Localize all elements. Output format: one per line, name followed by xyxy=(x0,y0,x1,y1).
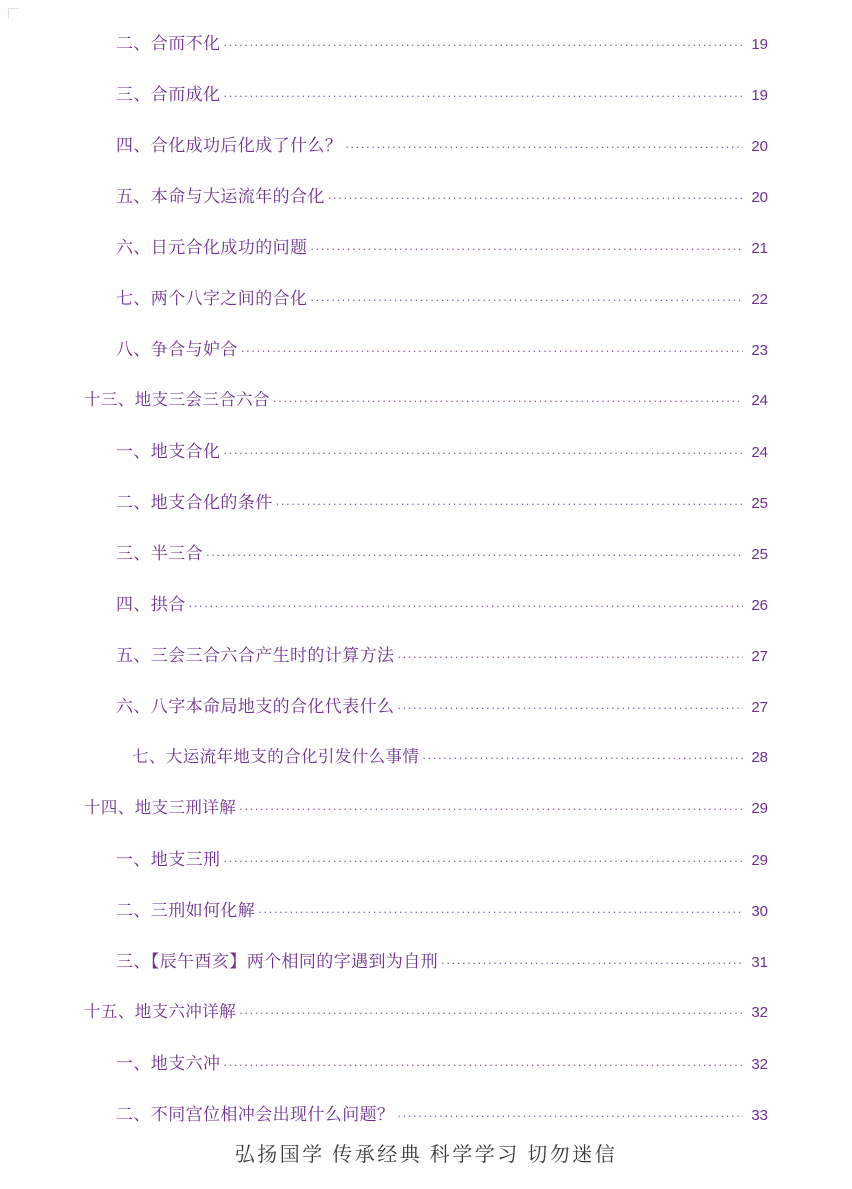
toc-leader-dots xyxy=(345,118,743,169)
toc-leader-dots xyxy=(310,271,743,322)
toc-entry-title: 一、地支三刑 xyxy=(116,850,221,869)
toc-entry-title: 十三、地支三会三合六合 xyxy=(84,391,270,409)
toc-entry-title: 三、合而成化 xyxy=(116,85,221,104)
toc-entry-page-number: 26 xyxy=(751,597,768,614)
toc-entry-title: 八、争合与妒合 xyxy=(116,340,238,359)
toc-entry-page-number: 21 xyxy=(751,240,768,257)
toc-leader-dots xyxy=(310,220,743,271)
toc-entry[interactable] xyxy=(84,120,768,171)
toc-entry-title: 一、地支六冲 xyxy=(116,1054,221,1073)
toc-entry-page-number: 20 xyxy=(751,138,768,155)
toc-leader-dots xyxy=(223,424,743,475)
toc-entry-page-number: 30 xyxy=(751,903,768,920)
toc-entry-title: 一、地支合化 xyxy=(116,442,221,461)
toc-entry[interactable] xyxy=(84,273,768,324)
toc-leader-dots xyxy=(206,526,743,577)
toc-leader-dots xyxy=(189,577,743,628)
toc-entry-page-number: 27 xyxy=(751,648,768,665)
toc-entry-title: 二、不同宫位相冲会出现什么问题？ xyxy=(116,1105,395,1124)
toc-entry-title: 五、三会三合六合产生时的计算方法 xyxy=(116,646,395,665)
toc-entry[interactable] xyxy=(84,732,768,783)
toc-entry-title: 六、日元合化成功的问题 xyxy=(116,238,308,257)
toc-leader-dots xyxy=(223,832,743,883)
toc-leader-dots xyxy=(328,169,743,220)
toc-leader-dots xyxy=(397,628,743,679)
toc-entry-page-number: 25 xyxy=(751,495,768,512)
toc-entry[interactable] xyxy=(84,1038,768,1089)
toc-entry[interactable] xyxy=(84,579,768,630)
toc-entry-title: 十四、地支三刑详解 xyxy=(84,799,237,817)
toc-leader-dots xyxy=(239,780,743,831)
toc-entry-page-number: 33 xyxy=(751,1107,768,1124)
toc-leader-dots xyxy=(273,372,743,423)
page-corner-mark xyxy=(8,8,19,19)
toc-leader-dots xyxy=(223,1036,743,1087)
toc-entry[interactable] xyxy=(84,324,768,375)
toc-entry-page-number: 19 xyxy=(751,36,768,53)
toc-entry-title: 七、大运流年地支的合化引发什么事情 xyxy=(132,748,420,766)
toc-entry-title: 二、地支合化的条件 xyxy=(116,493,273,512)
toc-entry-page-number: 24 xyxy=(751,392,768,409)
toc-entry[interactable] xyxy=(84,987,768,1038)
toc-leader-dots xyxy=(276,475,743,526)
toc-entry[interactable] xyxy=(84,171,768,222)
toc-entry[interactable] xyxy=(84,783,768,834)
toc-entry[interactable] xyxy=(84,1089,768,1140)
toc-entry-title: 三、半三合 xyxy=(116,544,203,563)
toc-leader-dots xyxy=(241,322,743,373)
page-footer: 弘扬国学 传承经典 科学学习 切勿迷信 xyxy=(234,1144,618,1166)
toc-leader-dots xyxy=(422,729,743,780)
toc-entry[interactable] xyxy=(84,936,768,987)
toc-entry[interactable] xyxy=(84,528,768,579)
toc-entry-title: 四、合化成功后化成了什么？ xyxy=(116,136,343,155)
toc-entry[interactable] xyxy=(84,69,768,120)
toc-entry-title: 二、合而不化 xyxy=(116,34,221,53)
toc-leader-dots xyxy=(258,883,743,934)
toc-entry[interactable] xyxy=(84,885,768,936)
toc-entry-page-number: 19 xyxy=(751,87,768,104)
toc-entry[interactable] xyxy=(84,222,768,273)
toc-entry-title: 五、本命与大运流年的合化 xyxy=(116,187,325,206)
toc-entry-page-number: 29 xyxy=(751,852,768,869)
toc-entry-page-number: 32 xyxy=(751,1004,768,1021)
toc-entry-title: 二、三刑如何化解 xyxy=(116,901,256,920)
toc-entry[interactable] xyxy=(84,375,768,426)
toc-leader-dots xyxy=(441,934,743,985)
toc-entry-title: 四、拱合 xyxy=(116,595,186,614)
toc-entry-title: 六、八字本命局地支的合化代表什么 xyxy=(116,697,395,716)
toc-leader-dots xyxy=(239,984,743,1035)
toc-entry[interactable] xyxy=(84,834,768,885)
toc-leader-dots xyxy=(223,16,743,67)
toc-entry-page-number: 23 xyxy=(751,342,768,359)
toc-entry[interactable] xyxy=(84,18,768,69)
toc-entry-page-number: 25 xyxy=(751,546,768,563)
toc-entry-page-number: 27 xyxy=(751,699,768,716)
toc-entry[interactable] xyxy=(84,630,768,681)
toc-entry-page-number: 20 xyxy=(751,189,768,206)
toc-entry-title: 七、两个八字之间的合化 xyxy=(116,289,308,308)
toc-entry[interactable] xyxy=(84,426,768,477)
toc-entry-title: 三、【辰午酉亥】两个相同的字遇到为自刑 xyxy=(116,952,439,971)
table-of-contents xyxy=(84,18,768,1140)
toc-entry[interactable] xyxy=(84,681,768,732)
toc-entry[interactable] xyxy=(84,477,768,528)
toc-entry-page-number: 28 xyxy=(751,749,768,766)
toc-entry-page-number: 29 xyxy=(751,800,768,817)
toc-leader-dots xyxy=(223,67,743,118)
toc-entry-title: 十五、地支六冲详解 xyxy=(84,1003,237,1021)
toc-leader-dots xyxy=(397,679,743,730)
toc-entry-page-number: 32 xyxy=(751,1056,768,1073)
toc-entry-page-number: 24 xyxy=(751,444,768,461)
toc-entry-page-number: 31 xyxy=(751,954,768,971)
toc-entry-page-number: 22 xyxy=(751,291,768,308)
toc-leader-dots xyxy=(397,1087,743,1138)
